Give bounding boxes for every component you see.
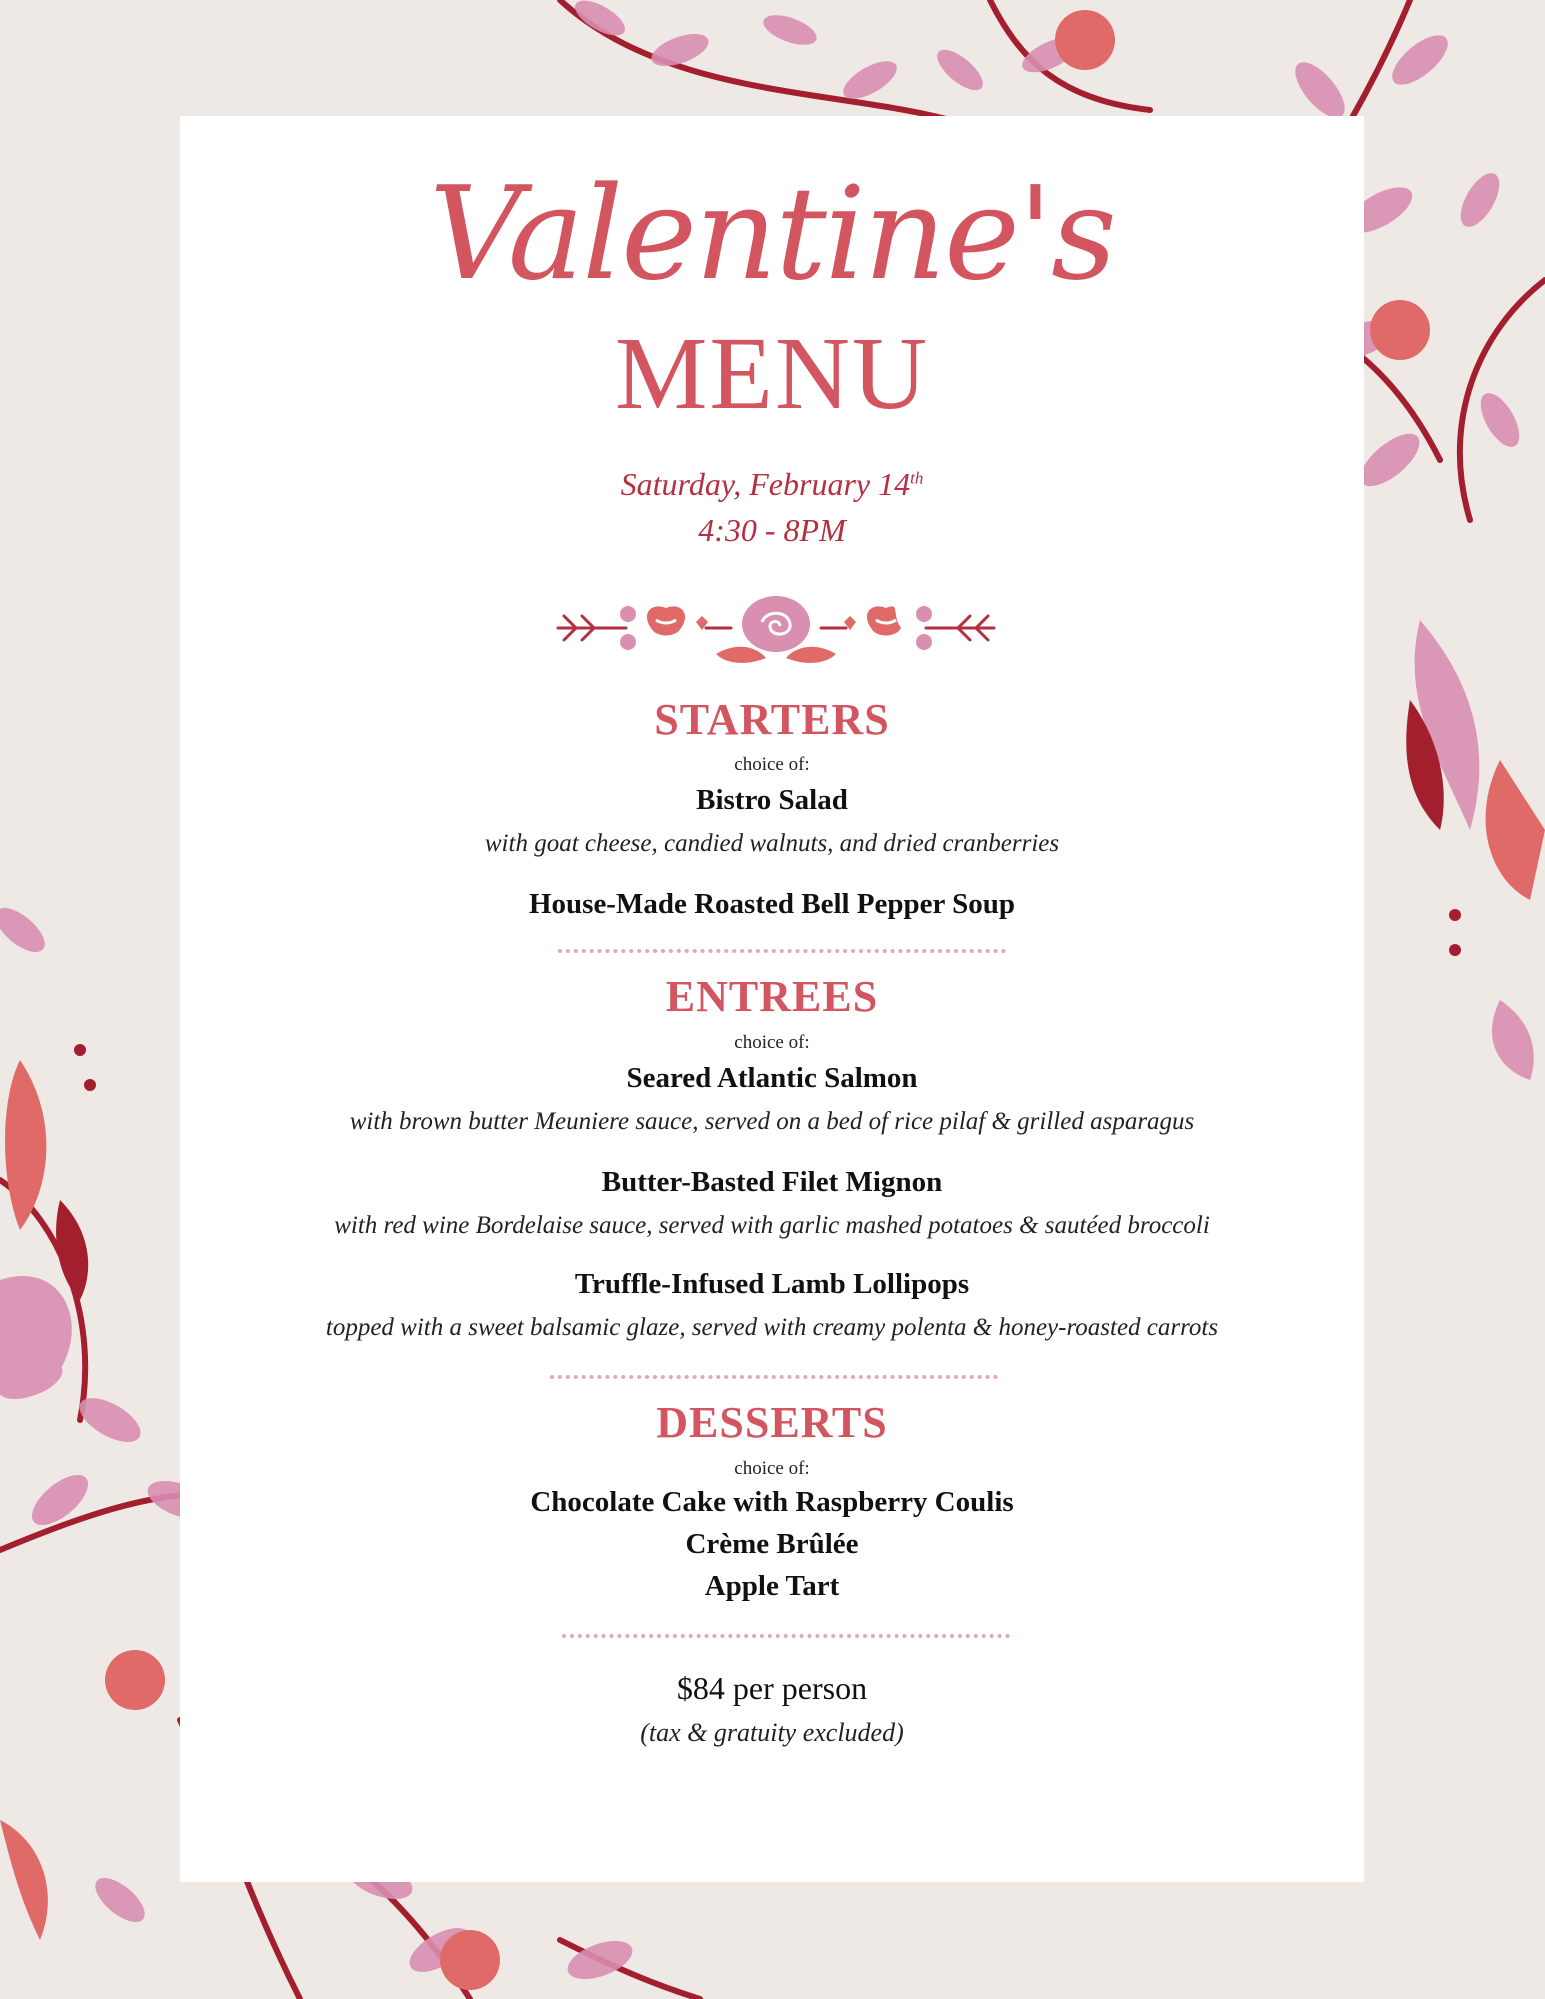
event-date-suffix: th	[910, 468, 924, 488]
price-text: $84 per person	[676, 1670, 868, 1706]
starter-item-name: House-Made Roasted Bell Pepper Soup	[528, 888, 1016, 920]
starters-heading: STARTERS	[654, 695, 890, 744]
desserts-choice-label: choice of:	[734, 1458, 810, 1479]
dessert-item-name: Apple Tart	[704, 1570, 840, 1602]
entree-item-description: with brown butter Meuniere sauce, served on a bed of rice pilaf & grilled asparagus	[349, 1108, 1195, 1135]
section-divider	[550, 1375, 998, 1379]
dessert-item-name: Crème Brûlée	[685, 1528, 859, 1560]
section-divider	[562, 1634, 1010, 1638]
price-note: (tax & gratuity excluded)	[640, 1718, 904, 1747]
entree-item-name: Butter-Basted Filet Mignon	[601, 1166, 943, 1198]
event-time: 4:30 - 8PM	[698, 512, 846, 548]
title-script: Valentine's	[429, 160, 1115, 309]
entree-item-description: topped with a sweet balsamic glaze, served with creamy polenta & honey-roasted carrots	[325, 1314, 1219, 1341]
entrees-heading: ENTREES	[665, 972, 879, 1021]
entree-item-name: Seared Atlantic Salmon	[626, 1062, 918, 1094]
section-divider	[558, 949, 1006, 953]
starters-choice-label: choice of:	[734, 754, 810, 775]
dessert-item-name: Chocolate Cake with Raspberry Coulis	[530, 1486, 1014, 1518]
entree-item-description: with red wine Bordelaise sauce, served with garlic mashed potatoes & sautéed broccoli	[334, 1212, 1210, 1239]
entrees-choice-label: choice of:	[734, 1032, 810, 1053]
rose-ornament-icon	[556, 584, 996, 674]
desserts-heading: DESSERTS	[656, 1398, 888, 1447]
entree-item-name: Truffle-Infused Lamb Lollipops	[574, 1268, 970, 1300]
title-menu: MENU	[614, 316, 930, 431]
starter-item-description: with goat cheese, candied walnuts, and dried cranberries	[484, 830, 1060, 857]
starter-item-name: Bistro Salad	[696, 784, 848, 816]
event-date-text: Saturday, February 14	[620, 466, 911, 502]
event-date	[180, 466, 1364, 503]
menu-card	[180, 116, 1364, 1882]
